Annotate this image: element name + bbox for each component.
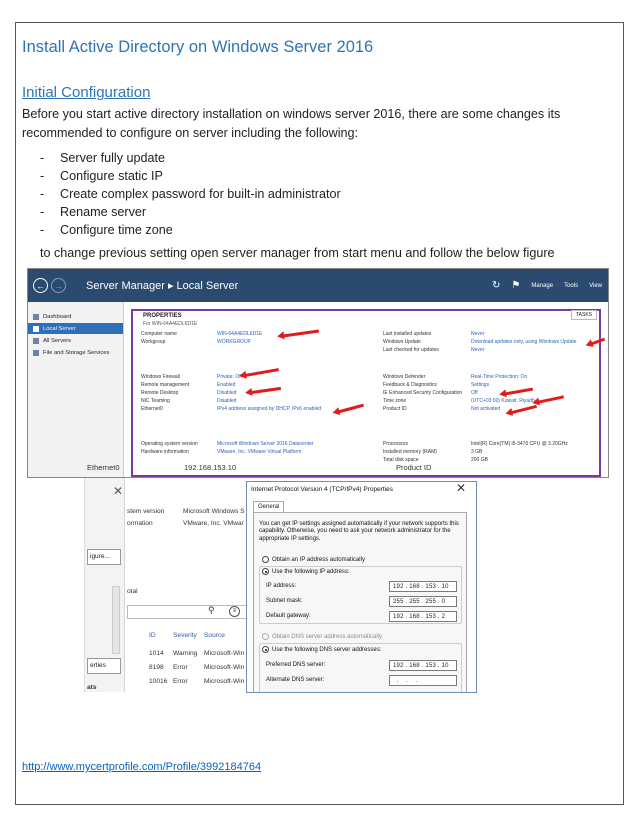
event-source: Microsoft-Win xyxy=(204,664,245,671)
preferred-dns-field: 192 . 168 . 153 . 10 xyxy=(389,660,457,671)
properties-subtitle: For WIN-64A4EDL6D1E xyxy=(143,321,198,327)
menu-tools: Tools xyxy=(564,282,579,289)
event-severity: Error xyxy=(173,664,188,671)
list-item: - Configure time zone xyxy=(40,223,173,237)
property-row: NIC Teaming Disabled xyxy=(141,398,237,404)
sidebar-item-file-storage: File and Storage Services xyxy=(28,347,123,358)
property-row: IE Enhanced Security Configuration Off xyxy=(383,390,478,396)
arrow-time-zone xyxy=(538,395,564,403)
dialog-description: You can get IP settings assigned automatically if your network supports this capability. Otherwise, you need to ask your network administrator for the appropriate IP settings. xyxy=(259,521,459,542)
arrow-computer-name xyxy=(283,330,319,338)
intro-paragraph xyxy=(22,105,612,143)
properties-panel xyxy=(131,309,601,477)
event-id: 1014 xyxy=(149,650,164,657)
dashboard-icon xyxy=(33,314,39,320)
ipv4-properties-dialog xyxy=(246,481,477,693)
scrollbar xyxy=(112,586,120,654)
subnet-mask-field: 255 . 255 . 255 . 0 xyxy=(389,596,457,607)
lead-text: to change previous setting open server manager from start menu and follow the below figure xyxy=(40,246,555,260)
alternate-dns-field: . . . xyxy=(389,675,457,686)
sidebar-item-dashboard: Dashboard xyxy=(28,311,123,322)
arrow-windows-update xyxy=(591,338,605,346)
property-row: Windows Firewall Private: Off xyxy=(141,374,242,380)
property-row: Ethernet0 IPv4 address assigned by DHCP, IPv6 enabled xyxy=(141,406,322,412)
properties-title: PROPERTIES xyxy=(143,313,182,319)
server-manager-sidebar xyxy=(28,302,124,478)
event-source: Microsoft-Win xyxy=(204,678,245,685)
property-row: Computer name WIN-64A4EDL6D1E xyxy=(141,331,263,337)
tasks-button: TASKS xyxy=(571,310,597,320)
search-icon: ⚲ xyxy=(208,605,215,615)
arrow-ethernet xyxy=(338,404,364,414)
property-row: Windows Defender Real-Time Protection: On xyxy=(383,374,528,380)
preferred-dns-label: Preferred DNS server: xyxy=(266,662,326,668)
event-id: 8198 xyxy=(149,664,164,671)
intro-line-1: Before you start active directory installation on windows server 2016, there are some changes its xyxy=(22,107,561,121)
storage-icon xyxy=(33,350,39,356)
servers-icon xyxy=(33,338,39,344)
filter-box xyxy=(127,605,250,619)
property-row: Workgroup WORKGROUP xyxy=(141,339,251,345)
radio-obtain-dns: Obtain DNS server address automatically xyxy=(262,633,382,640)
profile-link[interactable]: http://www.mycertprofile.com/Profile/3992184764 xyxy=(22,761,262,773)
bullet-list xyxy=(40,149,341,239)
property-row: Processors Intel(R) Core(TM) i5-3470 CPU @ 3.20GHz xyxy=(383,441,568,447)
breadcrumb: Server Manager ▸ Local Server xyxy=(86,280,239,292)
list-item: - Configure static IP xyxy=(40,169,163,183)
event-severity: Warning xyxy=(173,650,198,657)
arrow-firewall xyxy=(245,368,279,377)
property-row: Last installed updates Never xyxy=(383,331,485,337)
column-source: Source xyxy=(204,632,225,639)
ip-address-label: IP address: xyxy=(266,583,297,589)
background-window: ✕ stem version Microsoft Windows S ormation VMware, Inc. VMwar igure... otal ⚲ ≡ ID Severity Source 1014 Warning Microsoft-Win 8198 Error Microsoft-Win 10016 Error Microsoft-Win erties ats xyxy=(84,478,250,692)
radio-obtain-ip: Obtain an IP address automatically xyxy=(262,556,365,563)
ethernet-strip xyxy=(27,460,609,478)
configure-button: igure... xyxy=(87,549,121,565)
property-row: Total disk space 200 GB xyxy=(383,457,488,463)
arrow-ie-security xyxy=(505,388,533,396)
server-manager-menu xyxy=(492,280,608,291)
event-severity: Error xyxy=(173,678,188,685)
flag-icon: ⚑ xyxy=(511,280,521,291)
refresh-icon: ↻ xyxy=(492,280,501,291)
property-row: Feedback & Diagnostics Settings xyxy=(383,382,490,388)
menu-manage: Manage xyxy=(531,282,554,289)
property-row: Last checked for updates Never xyxy=(383,347,485,353)
tab-general: General xyxy=(253,501,284,512)
general-panel xyxy=(253,512,467,693)
back-icon: ← xyxy=(33,278,48,293)
menu-view: View xyxy=(589,282,602,289)
property-row: Windows Update Download updates only, using Windows Update xyxy=(383,339,577,345)
ethernet-label: Ethernet0 xyxy=(87,463,120,472)
intro-line-2: recommended to configure on server including the following: xyxy=(22,126,359,140)
product-id-label: Product ID xyxy=(396,463,432,472)
radio-icon xyxy=(262,556,269,563)
server-manager-titlebar xyxy=(28,269,608,302)
properties-button: erties xyxy=(87,658,121,674)
radio-icon xyxy=(262,633,269,640)
radio-use-ip: Use the following IP address: xyxy=(262,568,350,575)
radio-selected-icon xyxy=(262,646,269,653)
property-row: Remote Desktop Disabled xyxy=(141,390,237,396)
column-id: ID xyxy=(149,632,156,639)
property-row: Product ID Not activated xyxy=(383,406,501,412)
column-severity: Severity xyxy=(173,632,197,639)
close-icon: ✕ xyxy=(455,481,466,495)
event-id: 10016 xyxy=(149,678,168,685)
radio-use-dns: Use the following DNS server addresses: xyxy=(262,646,381,653)
radio-selected-icon xyxy=(262,568,269,575)
list-item: - Rename server xyxy=(40,205,147,219)
arrow-remote-desktop xyxy=(251,387,281,394)
ip-address-field: 192 . 168 . 153 . 10 xyxy=(389,581,457,592)
property-row: Remote management Enabled xyxy=(141,382,236,388)
dialog-title: Internet Protocol Version 4 (TCP/IPv4) Properties xyxy=(251,486,393,493)
list-item: - Create complex password for built-in administrator xyxy=(40,187,341,201)
arrow-product-id xyxy=(511,405,537,414)
property-row: Installed memory (RAM) 3 GB xyxy=(383,449,483,455)
server-icon xyxy=(33,326,39,332)
section-heading: Initial Configuration xyxy=(22,84,151,101)
property-row: Operating system version Microsoft Windows Server 2016 Datacenter xyxy=(141,441,314,447)
forward-icon: → xyxy=(51,278,66,293)
sidebar-item-local-server: Local Server xyxy=(28,323,123,334)
property-row: Hardware information VMware, Inc. VMware Virtual Platform xyxy=(141,449,302,455)
sidebar-item-all-servers: All Servers xyxy=(28,335,123,346)
list-item: - Server fully update xyxy=(40,151,166,165)
alternate-dns-label: Alternate DNS server: xyxy=(266,677,325,683)
default-gateway-field: 192 . 168 . 153 . 2 xyxy=(389,611,457,622)
close-icon: ✕ xyxy=(113,484,124,498)
subnet-mask-label: Subnet mask: xyxy=(266,598,303,604)
default-gateway-label: Default gateway: xyxy=(266,613,311,619)
event-source: Microsoft-Win xyxy=(204,650,245,657)
document-title: Install Active Directory on Windows Server 2016 xyxy=(22,38,374,56)
ethernet-ip: 192.168.153.10 xyxy=(184,463,237,472)
property-row: Time zone (UTC+03:00) Kuwait, Riyadh xyxy=(383,398,535,404)
list-options-icon: ≡ xyxy=(229,606,240,617)
server-manager-screenshot xyxy=(27,268,609,478)
